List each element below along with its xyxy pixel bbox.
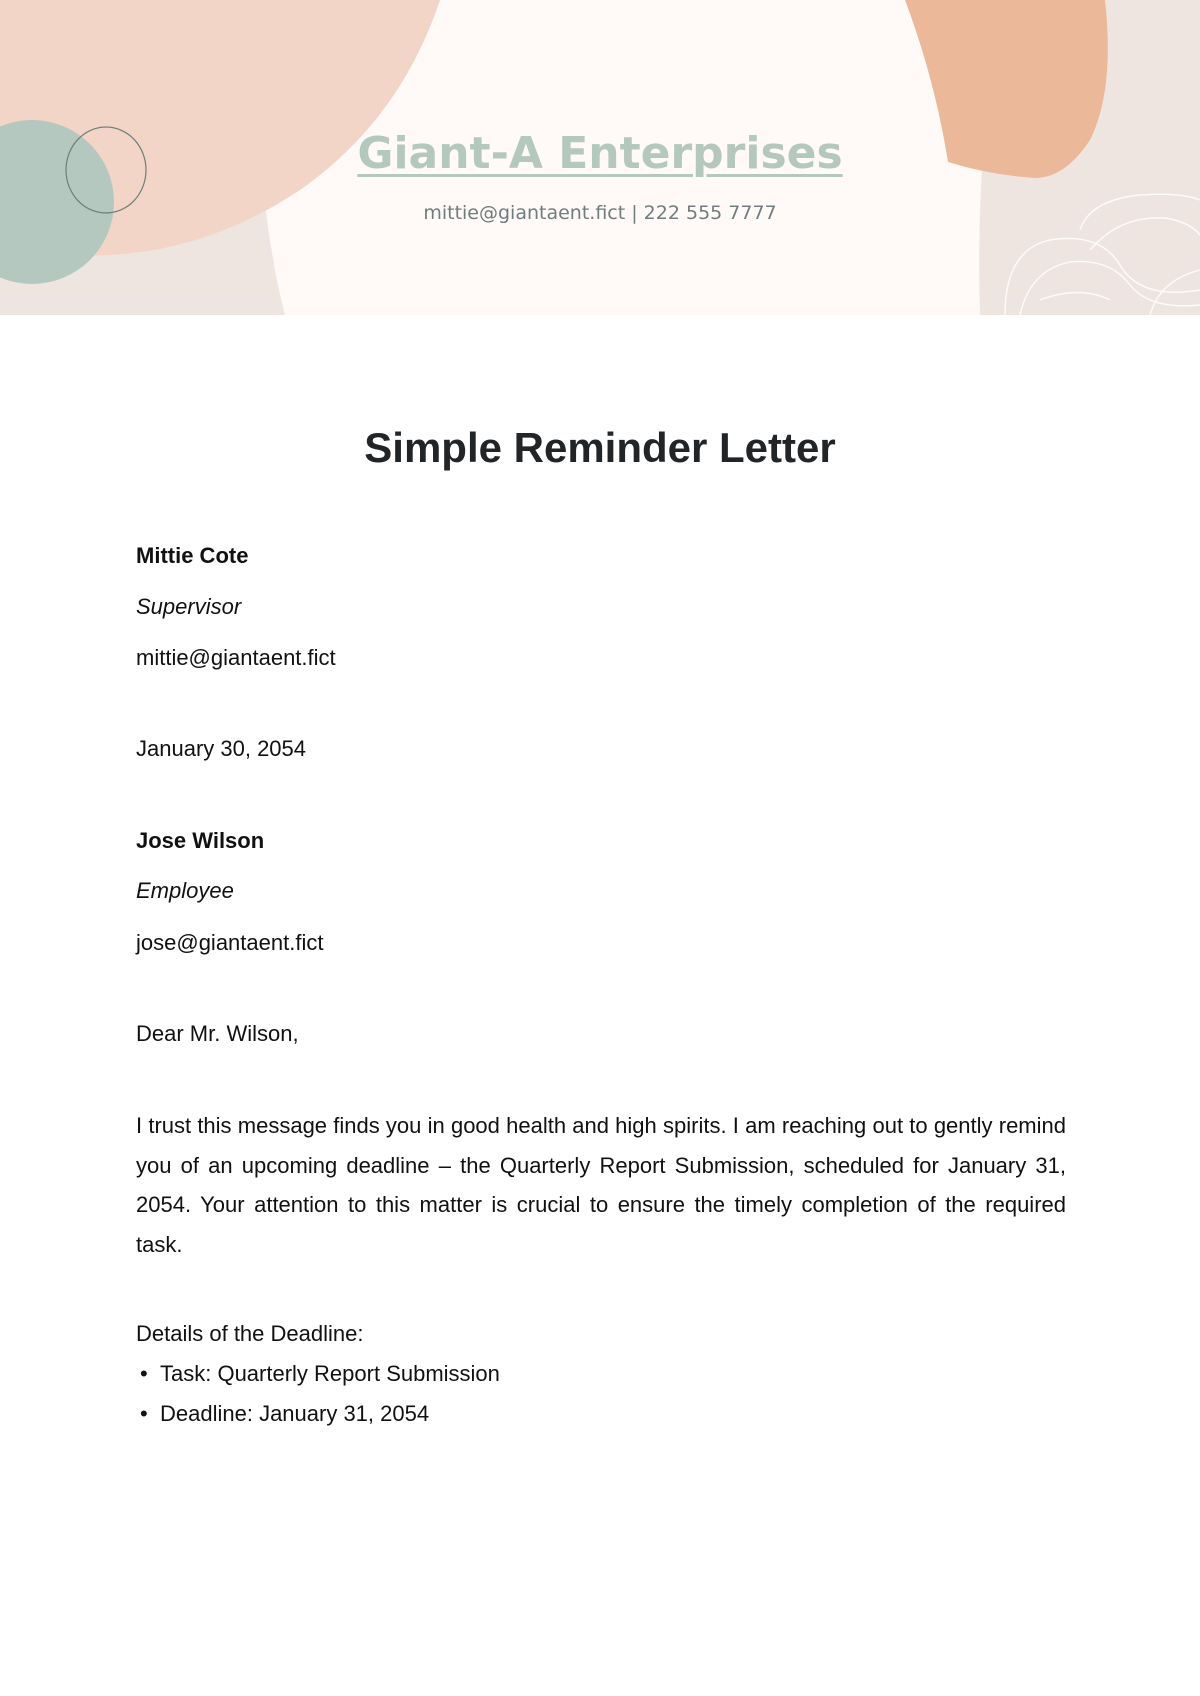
deadline-details-list (140, 1354, 500, 1433)
recipient-name: Jose Wilson (136, 828, 265, 853)
sender-role: Supervisor (136, 594, 242, 619)
company-contact-line: mittie@giantaent.fict | 222 555 7777 (423, 202, 777, 224)
sender-name: Mittie Cote (136, 543, 249, 568)
list-item-text: Deadline: January 31, 2054 (160, 1400, 430, 1426)
recipient-email: jose@giantaent.fict (136, 930, 324, 955)
salutation: Dear Mr. Wilson, (136, 1021, 299, 1046)
bullet: • (140, 1400, 148, 1426)
list-item-text: Task: Quarterly Report Submission (160, 1361, 500, 1386)
document-title: Simple Reminder Letter (364, 424, 836, 471)
sender-email: mittie@giantaent.fict (136, 645, 336, 670)
details-heading: Details of the Deadline: (136, 1321, 364, 1346)
letterhead (0, 0, 1200, 315)
body-paragraph: I trust this message finds you in good health and high spirits. I am reaching out to gently remind you of an upcoming deadline – the Quarterly Report Submission, scheduled for January 31, 2054. Your attention to this matter is crucial to ensure the timely completion of the required task. (136, 1113, 1066, 1257)
bullet: • (140, 1361, 148, 1386)
list-item (140, 1354, 500, 1394)
company-name: Giant-A Enterprises (357, 128, 843, 179)
list-item (140, 1394, 500, 1434)
letter-date: January 30, 2054 (136, 736, 307, 761)
recipient-role: Employee (136, 878, 234, 903)
